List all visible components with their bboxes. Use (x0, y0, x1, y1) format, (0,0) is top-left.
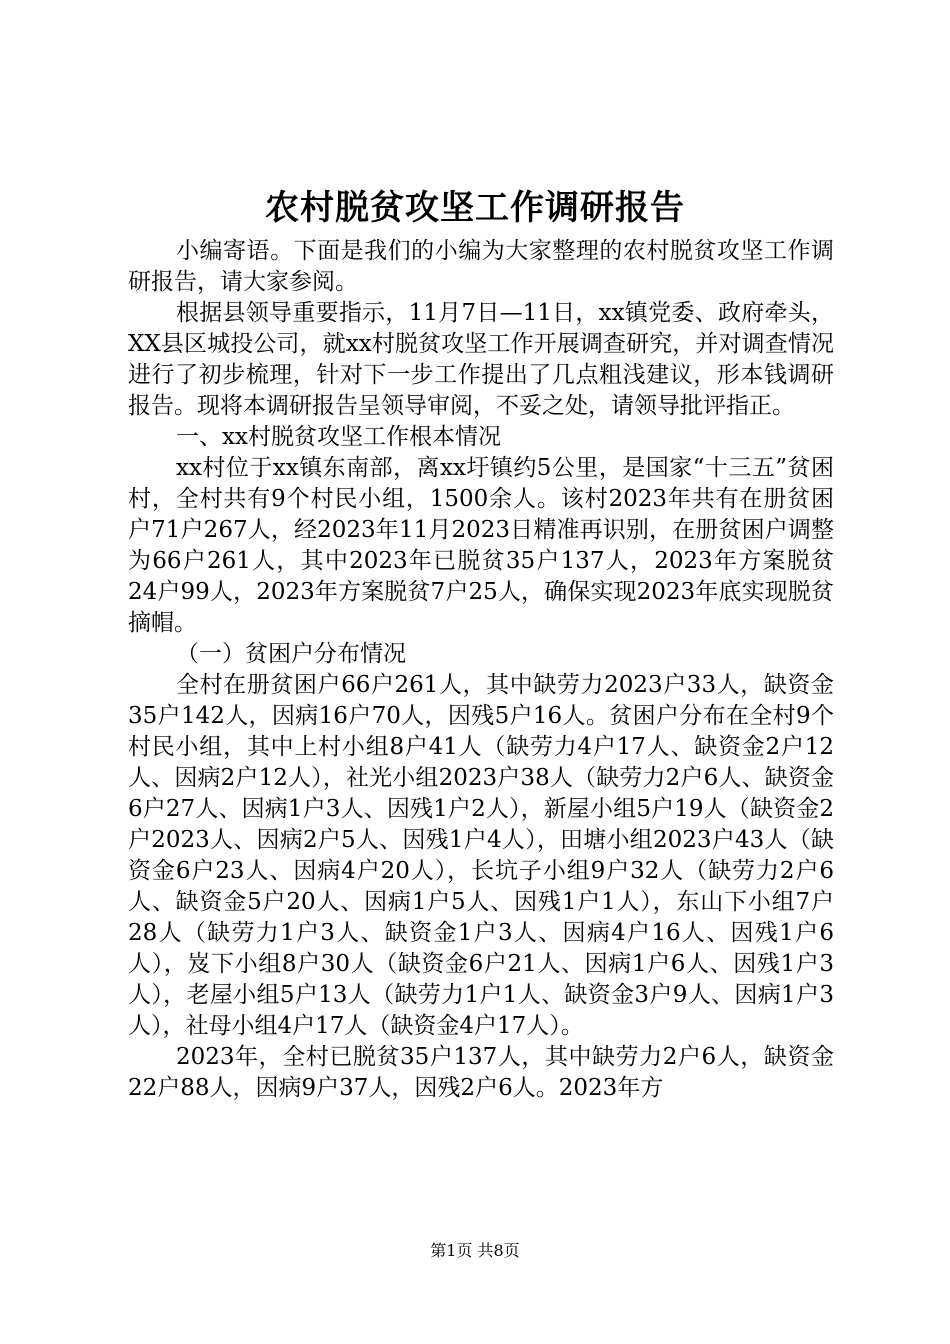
page-footer: 第1页 共8页 (430, 1241, 520, 1260)
paragraph-intro: 小编寄语。下面是我们的小编为大家整理的农村脱贫攻坚工作调研报告，请大家参阅。 (128, 238, 834, 295)
subsection-heading-1: （一）贫困户分布情况 (176, 641, 406, 667)
section-heading-1: 一、xx村脱贫攻坚工作根本情况 (176, 424, 501, 450)
paragraph-2023-results: 2023年，全村已脱贫35户137人，其中缺劳力2户6人，缺资金22户88人，因病9户37人，因残2户6人。2023年方 (128, 1044, 834, 1101)
paragraph-poverty-distribution: 全村在册贫困户66户261人，其中缺劳力2023户33人，缺资金35户142人，因病16户70人，因残5户16人。贫困户分布在全村9个村民小组，其中上村小组8户41人（缺劳力4户17人、缺资金2户12人、因病2户12人），社光小组2023户38人（缺劳力2户6人、缺资金6户27人、因病1户3人、因残1户2人），新屋小组5户19人（缺资金2户2023人、因病2户5人、因残1户4人），田塘小组2023户43人（缺资金6户23人、因病4户20人），长坑子小组9户32人（缺劳力2户6人、缺资金5户20人、因病1户5人、因残1户1人），东山下小组7户28人（缺劳力1户3人、缺资金1户3人、因病4户16人、因残1户6人），岌下小组8户30人（缺资金6户21人、因病1户6人、因残1户3人），老屋小组5户13人（缺劳力1户1人、缺资金3户9人、因病1户3人），社母小组4户17人（缺资金4户17人）。 (128, 672, 834, 1039)
paragraph-village-overview: xx村位于xx镇东南部，离xx圩镇约5公里，是国家“十三五”贫困村，全村共有9个村民小组，1500余人。该村2023年共有在册贫困户71户267人，经2023年11月2023日精准再识别，在册贫困户调整为66户261人，其中2023年已脱贫35户137人，2023年方案脱贫24户99人，2023年方案脱贫7户25人，确保实现2023年底实现脱贫摘帽。 (128, 455, 834, 636)
document-title: 农村脱贫攻坚工作调研报告 (265, 188, 685, 228)
document-body (128, 236, 834, 1104)
paragraph-background: 根据县领导重要指示，11月7日—11日，xx镇党委、政府牵头，XX县区城投公司，就xx村脱贫攻坚工作开展调查研究，并对调查情况进行了初步梳理，针对下一步工作提出了几点粗浅建议，形本钱调研报告。现将本调研报告呈领导审阅，不妥之处，请领导批评指正。 (128, 300, 834, 419)
